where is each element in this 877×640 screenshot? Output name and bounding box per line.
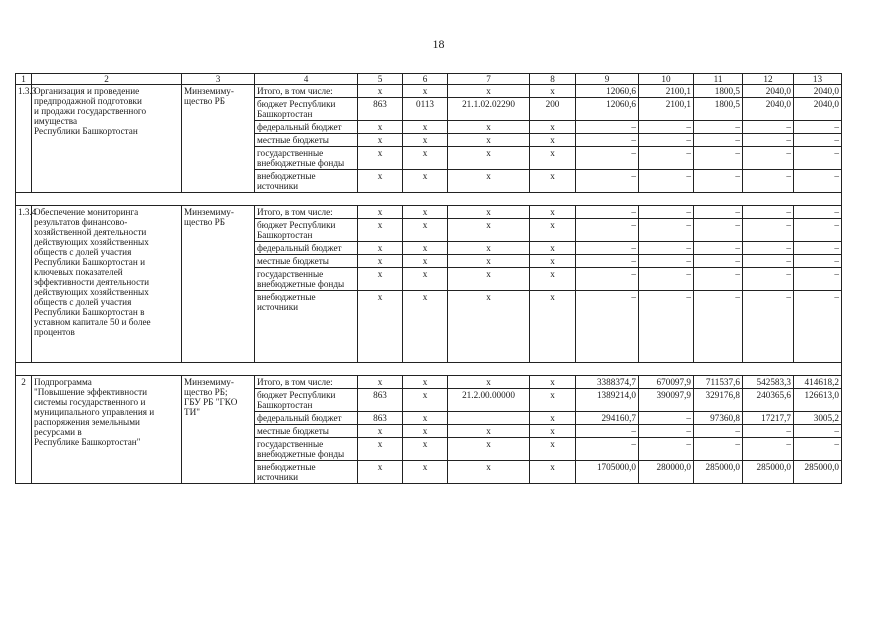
amount-cell: – [639, 291, 694, 363]
separator-cell [16, 363, 32, 376]
budget-code-cell: х [448, 255, 530, 268]
budget-code-cell: х [403, 376, 448, 389]
amount-cell: – [639, 242, 694, 255]
amount-cell: – [639, 438, 694, 461]
budget-code-cell: х [448, 291, 530, 363]
budget-code-cell: 863 [358, 412, 403, 425]
amount-cell: 2040,0 [743, 98, 794, 121]
budget-code-cell: х [530, 268, 576, 291]
budget-code-cell: х [358, 255, 403, 268]
amount-cell: – [639, 268, 694, 291]
amount-cell: – [576, 268, 639, 291]
amount-cell: 414618,2 [794, 376, 842, 389]
amount-cell: – [743, 255, 794, 268]
amount-cell: – [743, 219, 794, 242]
amount-cell: 390097,9 [639, 389, 694, 412]
budget-code-cell: х [448, 219, 530, 242]
budget-code-cell: х [358, 438, 403, 461]
header-cell: 1 [16, 74, 32, 85]
amount-cell: 3388374,7 [576, 376, 639, 389]
amount-cell: 2040,0 [794, 85, 842, 98]
separator-cell [694, 363, 743, 376]
budget-code-cell: х [448, 461, 530, 484]
amount-cell: – [639, 219, 694, 242]
funding-source: внебюджетные источники [255, 461, 358, 484]
amount-cell: 1705000,0 [576, 461, 639, 484]
amount-cell: – [794, 121, 842, 134]
separator-cell [448, 193, 530, 206]
budget-code-cell: 21.2.00.00000 [448, 389, 530, 412]
amount-cell: – [576, 121, 639, 134]
budget-code-cell: х [403, 206, 448, 219]
funding-source: внебюджетные источники [255, 170, 358, 193]
amount-cell: 240365,6 [743, 389, 794, 412]
amount-cell: – [639, 147, 694, 170]
row-code: 2 [16, 376, 32, 484]
responsible-org: Минземиму- щество РБ; ГБУ РБ "ГКО ТИ" [182, 376, 255, 484]
amount-cell: – [576, 242, 639, 255]
amount-cell: 1389214,0 [576, 389, 639, 412]
amount-cell: – [694, 242, 743, 255]
amount-cell: 711537,6 [694, 376, 743, 389]
separator-cell [255, 363, 358, 376]
budget-code-cell: х [448, 242, 530, 255]
amount-cell: – [743, 134, 794, 147]
header-cell: 7 [448, 74, 530, 85]
budget-code-cell: х [530, 255, 576, 268]
amount-cell: 329176,8 [694, 389, 743, 412]
separator-cell [576, 193, 639, 206]
amount-cell: – [576, 206, 639, 219]
separator-cell [32, 193, 182, 206]
amount-cell: – [794, 147, 842, 170]
budget-code-cell: х [530, 438, 576, 461]
amount-cell: – [694, 219, 743, 242]
budget-code-cell: х [358, 461, 403, 484]
activity-name: Организация и проведение предпродажной подготовки и продажи государственного имущества Республики Башкортостан [32, 85, 182, 193]
budget-code-cell: х [358, 425, 403, 438]
amount-cell: – [743, 268, 794, 291]
budget-code-cell: х [403, 219, 448, 242]
budget-code-cell: х [403, 85, 448, 98]
separator-cell [743, 363, 794, 376]
header-cell: 9 [576, 74, 639, 85]
budget-code-cell: х [530, 291, 576, 363]
budget-code-cell: х [530, 376, 576, 389]
amount-cell: – [743, 170, 794, 193]
amount-cell: – [743, 242, 794, 255]
amount-cell: – [794, 425, 842, 438]
amount-cell: – [794, 134, 842, 147]
budget-code-cell: х [358, 170, 403, 193]
amount-cell: – [694, 170, 743, 193]
separator-cell [530, 363, 576, 376]
budget-code-cell: х [530, 219, 576, 242]
budget-code-cell: х [448, 134, 530, 147]
budget-table [15, 73, 842, 484]
budget-code-cell: х [358, 147, 403, 170]
budget-code-cell: х [403, 461, 448, 484]
budget-code-cell: х [448, 147, 530, 170]
amount-cell: – [639, 425, 694, 438]
header-cell: 4 [255, 74, 358, 85]
amount-cell: – [576, 255, 639, 268]
funding-source: Итого, в том числе: [255, 376, 358, 389]
budget-code-cell: х [448, 438, 530, 461]
budget-code-cell: х [403, 438, 448, 461]
budget-code-cell: х [530, 134, 576, 147]
funding-source: государственные внебюджетные фонды [255, 147, 358, 170]
budget-code-cell: х [358, 85, 403, 98]
amount-cell: 285000,0 [694, 461, 743, 484]
amount-cell: 1800,5 [694, 85, 743, 98]
header-cell: 11 [694, 74, 743, 85]
budget-code-cell: х [448, 121, 530, 134]
budget-code-cell: х [448, 376, 530, 389]
table-row [16, 85, 842, 98]
separator-cell [639, 363, 694, 376]
budget-code-cell: х [448, 206, 530, 219]
budget-code-cell [448, 412, 530, 425]
separator-cell [358, 363, 403, 376]
amount-cell: 3005,2 [794, 412, 842, 425]
funding-source: бюджет Республики Башкортостан [255, 219, 358, 242]
separator-cell [530, 193, 576, 206]
amount-cell: – [576, 438, 639, 461]
amount-cell: – [639, 170, 694, 193]
amount-cell: 280000,0 [639, 461, 694, 484]
funding-source: государственные внебюджетные фонды [255, 268, 358, 291]
funding-source: внебюджетные источники [255, 291, 358, 363]
separator-cell [576, 363, 639, 376]
budget-code-cell: х [358, 291, 403, 363]
separator-cell [794, 363, 842, 376]
amount-cell: – [794, 219, 842, 242]
separator-cell [403, 193, 448, 206]
amount-cell: – [639, 121, 694, 134]
budget-code-cell: х [358, 268, 403, 291]
amount-cell: – [639, 134, 694, 147]
amount-cell: – [694, 268, 743, 291]
row-code: 1.3.3 [16, 85, 32, 193]
budget-code-cell: х [358, 376, 403, 389]
amount-cell: – [794, 206, 842, 219]
separator-cell [182, 193, 255, 206]
header-cell: 2 [32, 74, 182, 85]
amount-cell: 2040,0 [743, 85, 794, 98]
amount-cell: – [743, 425, 794, 438]
budget-code-cell: х [530, 147, 576, 170]
responsible-org: Минземиму- щество РБ [182, 85, 255, 193]
amount-cell: – [694, 425, 743, 438]
amount-cell: 97360,8 [694, 412, 743, 425]
row-code: 1.3.4 [16, 206, 32, 363]
amount-cell: – [576, 147, 639, 170]
budget-code-cell: х [448, 268, 530, 291]
header-cell: 13 [794, 74, 842, 85]
funding-source: Итого, в том числе: [255, 206, 358, 219]
activity-name: Подпрограмма "Повышение эффективности системы государственного и муниципального управления и распоряжения земельными ресурсами в Республике Башкортостан" [32, 376, 182, 484]
budget-code-cell: х [530, 425, 576, 438]
amount-cell: 285000,0 [794, 461, 842, 484]
budget-code-cell: х [448, 85, 530, 98]
block-separator [16, 363, 842, 376]
budget-code-cell: 21.1.02.02290 [448, 98, 530, 121]
amount-cell: – [576, 291, 639, 363]
amount-cell: – [794, 291, 842, 363]
amount-cell: – [694, 134, 743, 147]
funding-source: местные бюджеты [255, 425, 358, 438]
funding-source: местные бюджеты [255, 255, 358, 268]
amount-cell: – [694, 147, 743, 170]
funding-source: федеральный бюджет [255, 121, 358, 134]
amount-cell: 542583,3 [743, 376, 794, 389]
header-cell: 8 [530, 74, 576, 85]
amount-cell: 285000,0 [743, 461, 794, 484]
budget-code-cell: 0113 [403, 98, 448, 121]
page-number: 18 [432, 37, 445, 51]
budget-code-cell: х [403, 170, 448, 193]
budget-code-cell: х [530, 389, 576, 412]
budget-code-cell: х [530, 170, 576, 193]
amount-cell: – [743, 206, 794, 219]
amount-cell: 1800,5 [694, 98, 743, 121]
separator-cell [182, 363, 255, 376]
budget-code-cell: х [530, 85, 576, 98]
activity-name: Обеспечение мониторинга результатов финансово- хозяйственной деятельности действующих хозяйственных обществ с долей участия Республики Башкортостан и ключевых показателей эффективности деятельности действующих хозяйственных обществ с долей участия Республики Башкортостан в уставном капитале 50 и более процентов [32, 206, 182, 363]
header-cell: 12 [743, 74, 794, 85]
amount-cell: – [794, 170, 842, 193]
amount-cell: 12060,6 [576, 98, 639, 121]
separator-cell [448, 363, 530, 376]
budget-code-cell: х [403, 121, 448, 134]
header-cell: 6 [403, 74, 448, 85]
budget-code-cell: х [530, 206, 576, 219]
amount-cell: 670097,9 [639, 376, 694, 389]
amount-cell: 2100,1 [639, 98, 694, 121]
budget-code-cell: 863 [358, 389, 403, 412]
header-cell: 5 [358, 74, 403, 85]
funding-source: государственные внебюджетные фонды [255, 438, 358, 461]
header-cell: 10 [639, 74, 694, 85]
budget-code-cell: х [358, 242, 403, 255]
budget-code-cell: х [530, 121, 576, 134]
amount-cell: 12060,6 [576, 85, 639, 98]
amount-cell: 294160,7 [576, 412, 639, 425]
amount-cell: – [639, 206, 694, 219]
funding-source: бюджет Республики Башкортостан [255, 389, 358, 412]
budget-code-cell: х [403, 412, 448, 425]
header-row [16, 74, 842, 85]
budget-code-cell: х [530, 242, 576, 255]
amount-cell: – [794, 242, 842, 255]
amount-cell: – [743, 438, 794, 461]
amount-cell: 2040,0 [794, 98, 842, 121]
table-body [16, 74, 842, 484]
amount-cell: – [694, 206, 743, 219]
funding-source: федеральный бюджет [255, 412, 358, 425]
budget-code-cell: х [403, 291, 448, 363]
funding-source: федеральный бюджет [255, 242, 358, 255]
table-row [16, 376, 842, 389]
amount-cell: – [694, 121, 743, 134]
budget-code-cell: х [358, 219, 403, 242]
separator-cell [255, 193, 358, 206]
amount-cell: – [576, 170, 639, 193]
amount-cell: – [694, 255, 743, 268]
amount-cell: – [694, 438, 743, 461]
amount-cell: 2100,1 [639, 85, 694, 98]
amount-cell: – [576, 134, 639, 147]
amount-cell: – [639, 255, 694, 268]
amount-cell: 126613,0 [794, 389, 842, 412]
funding-source: местные бюджеты [255, 134, 358, 147]
budget-code-cell: х [403, 425, 448, 438]
budget-code-cell: х [403, 389, 448, 412]
separator-cell [403, 363, 448, 376]
amount-cell: – [694, 291, 743, 363]
amount-cell: – [794, 255, 842, 268]
separator-cell [358, 193, 403, 206]
block-separator [16, 193, 842, 206]
amount-cell: – [743, 147, 794, 170]
budget-code-cell: 863 [358, 98, 403, 121]
amount-cell: – [794, 268, 842, 291]
budget-code-cell: 200 [530, 98, 576, 121]
responsible-org: Минземиму- щество РБ [182, 206, 255, 363]
separator-cell [32, 363, 182, 376]
budget-code-cell: х [358, 206, 403, 219]
amount-cell: – [639, 412, 694, 425]
budget-code-cell: х [403, 242, 448, 255]
budget-code-cell: х [358, 134, 403, 147]
budget-code-cell: х [448, 170, 530, 193]
budget-code-cell: х [403, 268, 448, 291]
amount-cell: – [576, 425, 639, 438]
amount-cell: – [743, 291, 794, 363]
separator-cell [16, 193, 32, 206]
table-row [16, 206, 842, 219]
budget-code-cell: х [403, 147, 448, 170]
budget-code-cell: х [403, 134, 448, 147]
header-cell: 3 [182, 74, 255, 85]
separator-cell [743, 193, 794, 206]
amount-cell: – [743, 121, 794, 134]
budget-code-cell: х [448, 425, 530, 438]
amount-cell: 17217,7 [743, 412, 794, 425]
amount-cell: – [576, 219, 639, 242]
funding-source: Итого, в том числе: [255, 85, 358, 98]
budget-code-cell: х [530, 461, 576, 484]
budget-code-cell: х [358, 121, 403, 134]
budget-code-cell: х [403, 255, 448, 268]
funding-source: бюджет Республики Башкортостан [255, 98, 358, 121]
budget-code-cell: х [530, 412, 576, 425]
separator-cell [639, 193, 694, 206]
amount-cell: – [794, 438, 842, 461]
separator-cell [694, 193, 743, 206]
separator-cell [794, 193, 842, 206]
